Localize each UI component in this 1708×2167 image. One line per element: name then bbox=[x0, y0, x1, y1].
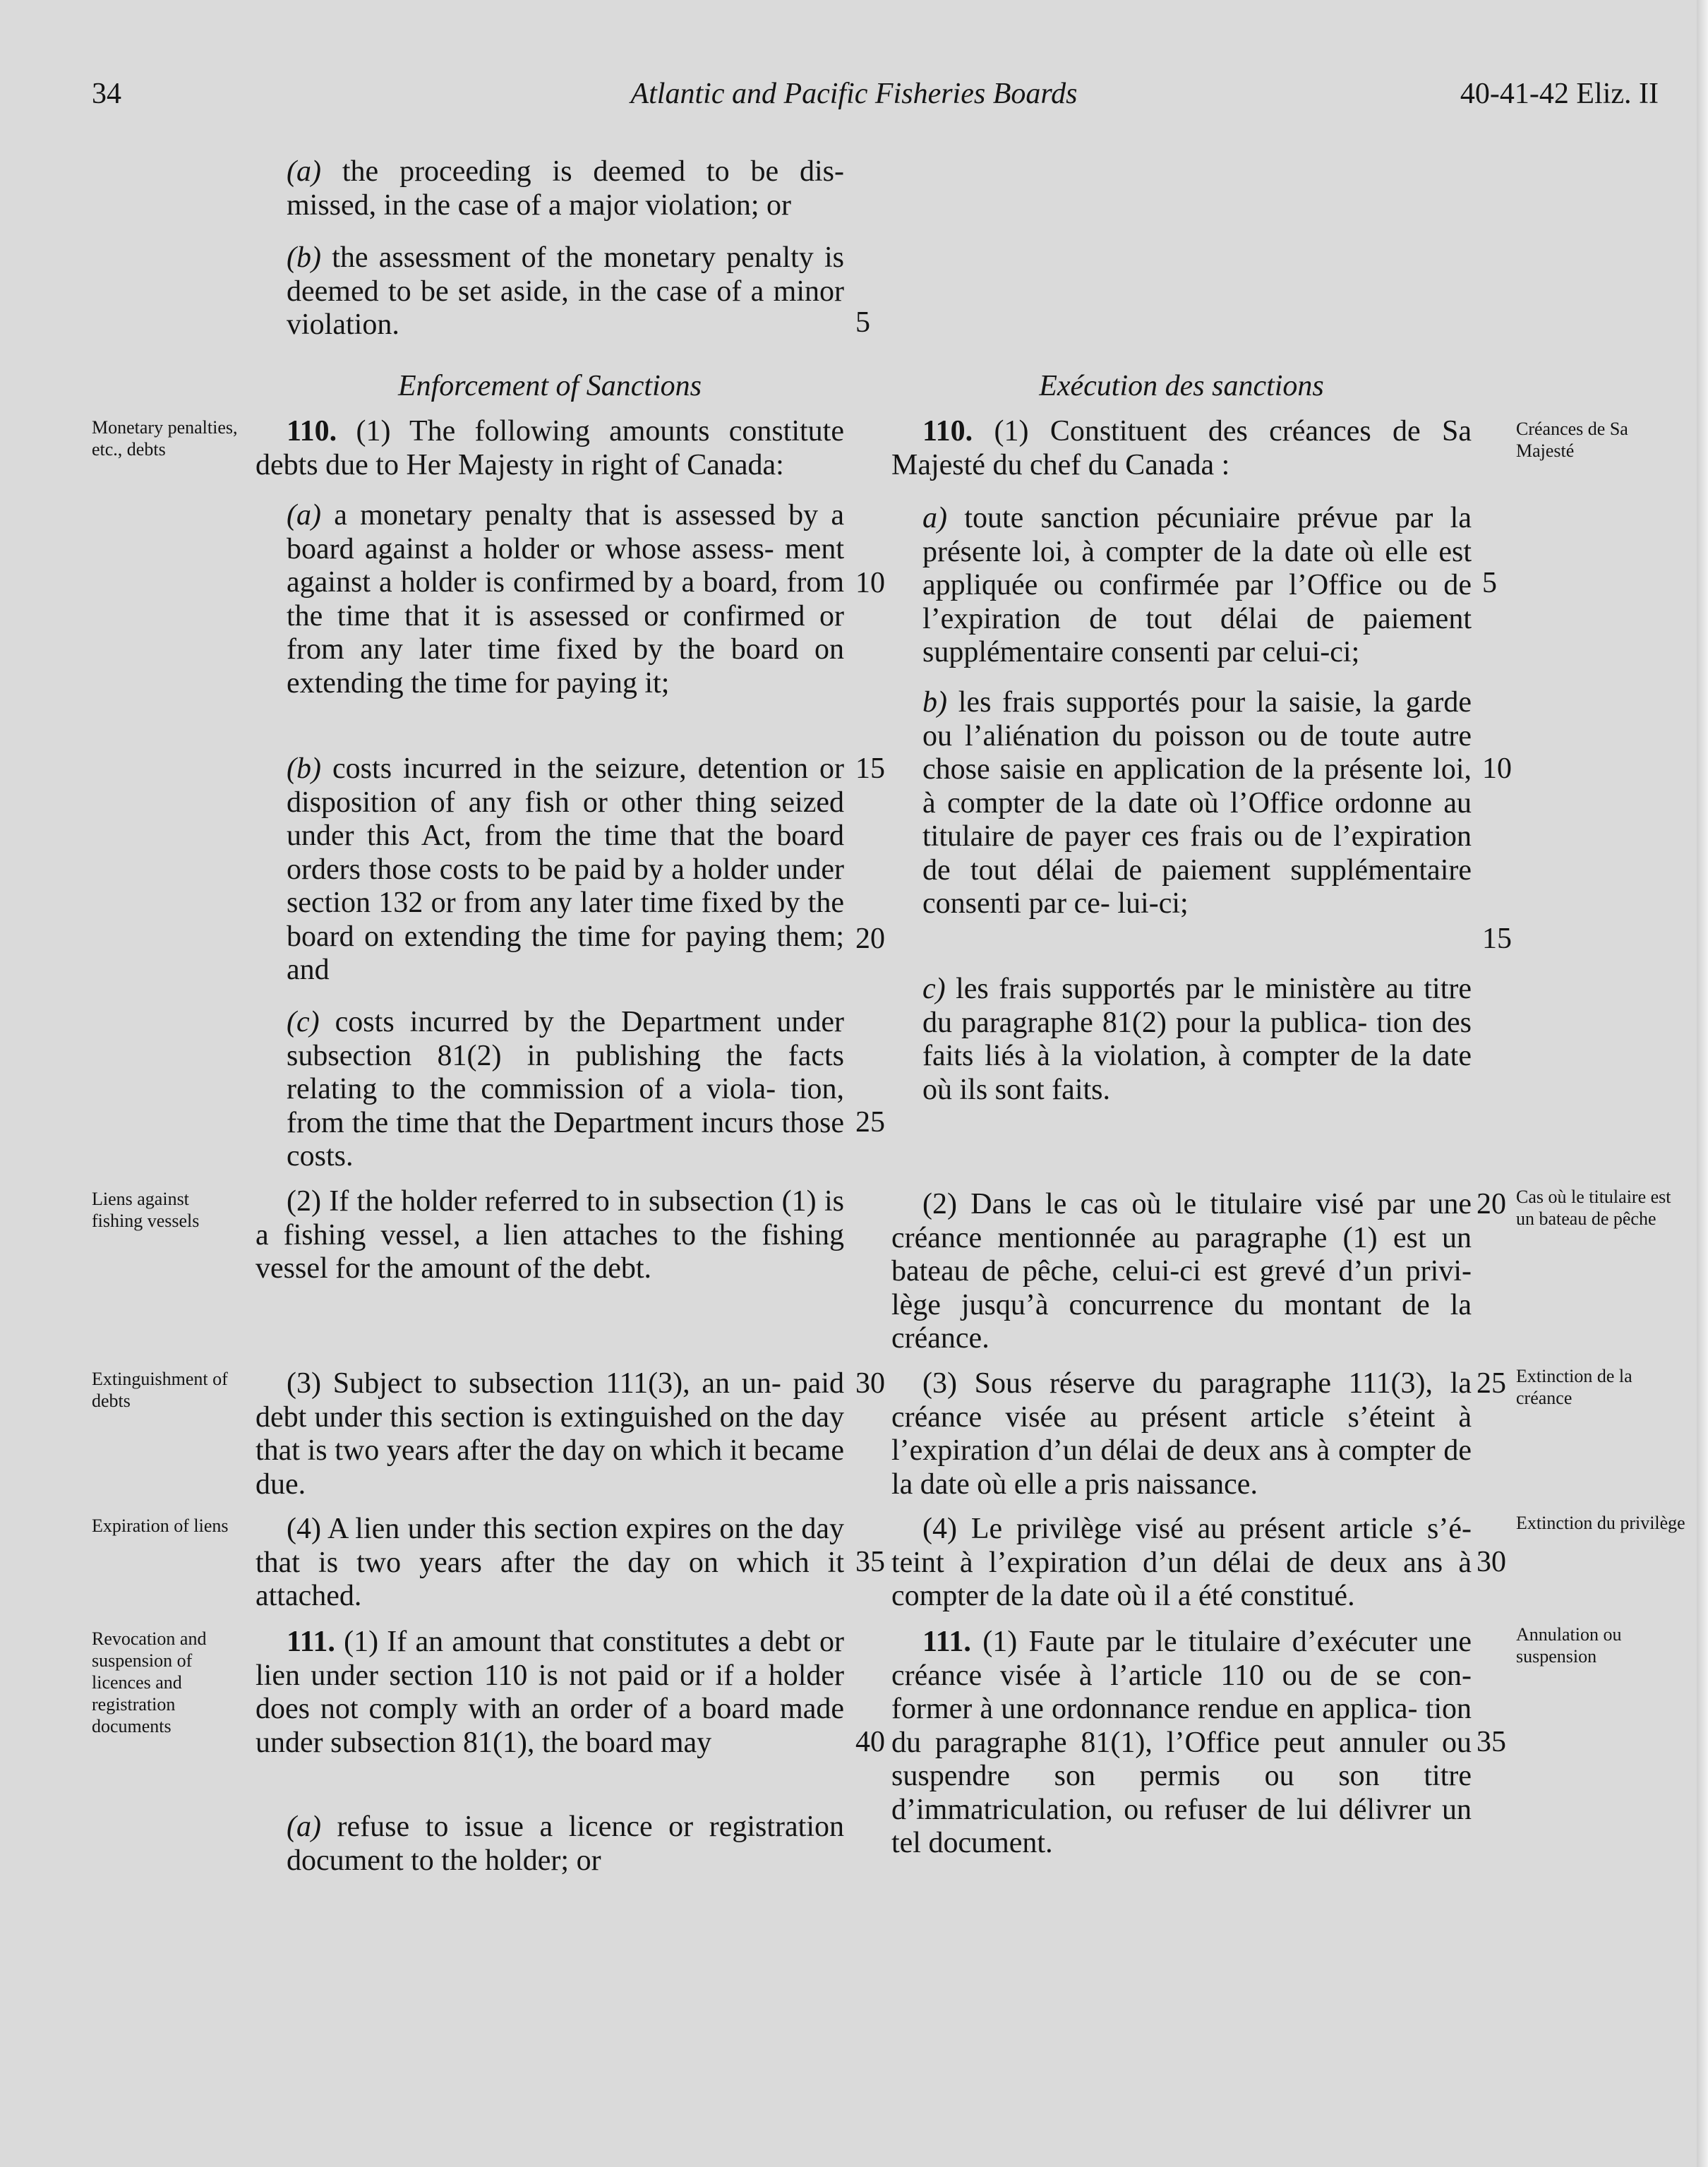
french-heading-block bbox=[891, 370, 1472, 404]
en-s111-block bbox=[255, 1626, 844, 1760]
fr-s110-4: (4) Le privilège visé au présent article s’é- teint à l’expiration d’un délai de deux ans à compter de la date où il a été constitué. bbox=[891, 1513, 1472, 1612]
fr-line-number: 30 bbox=[1477, 1546, 1506, 1578]
fr-s110-b-block bbox=[891, 686, 1472, 921]
en-s110-block bbox=[255, 415, 844, 482]
margin-note-extinction-creance: Extinction de la créance bbox=[1516, 1366, 1632, 1408]
fr-line-number: 20 bbox=[1477, 1188, 1506, 1220]
margin-note-annulation: Annulation ou suspension bbox=[1516, 1624, 1622, 1667]
en-s110-3: (3) Subject to subsection 111(3), an un- paid debt under this section is extinguished on the day that is two years after the day on which it became due. bbox=[255, 1367, 844, 1501]
english-heading-block bbox=[255, 370, 844, 404]
en-s110-1: 110. (1) The following amounts constitute debts due to Her Majesty in right of Canada: bbox=[255, 415, 844, 481]
margin-note-liens: Liens against fishing vessels bbox=[92, 1189, 200, 1231]
en-s110-b-block bbox=[255, 752, 844, 988]
fr-s110-b: b) les frais supportés pour la saisie, la garde ou l’aliénation du poisson ou de toute autre chose saisie en application de la présente loi, à compter de la date où l’Office ordonne au titulaire de payer ces frais ou de l’expiration de tout délai de paiement supplémentaire consenti par ce- lui-ci; bbox=[922, 686, 1472, 920]
fr-s110-c: c) les frais supportés par le ministère au titre du paragraphe 81(2) pour la publica- tion des faits liés à la violation, à compter de la date où ils sont faits. bbox=[922, 973, 1472, 1106]
en-s110-2-block bbox=[255, 1185, 844, 1286]
margin-note-cas: Cas où le titulaire est un bateau de pêche bbox=[1516, 1187, 1671, 1229]
en-line-number: 40 bbox=[855, 1726, 885, 1758]
en-s110-2: (2) If the holder referred to in subsection (1) is a fishing vessel, a lien attaches to the fishing vessel for the amount of the debt. bbox=[255, 1185, 844, 1285]
fr-line-number: 10 bbox=[1482, 752, 1512, 785]
en-s110-c-block bbox=[255, 1006, 844, 1174]
english-column-b bbox=[255, 241, 844, 342]
fr-s110-a: a) toute sanction pécuniaire prévue par la présente loi, à compter de la date où elle est appliquée ou confirmée par l’Office ou de l’expiration de tout délai de paiement supplémentaire consenti par celui-ci; bbox=[922, 502, 1472, 668]
english-column-top bbox=[255, 155, 844, 222]
session-reference: 40-41-42 Eliz. II bbox=[1460, 78, 1659, 110]
en-s110-4: (4) A lien under this section expires on the day that is two years after the day on which it attached. bbox=[255, 1513, 844, 1612]
fr-s111-block bbox=[891, 1626, 1472, 1861]
fr-section-heading: Exécution des sanctions bbox=[1039, 370, 1324, 402]
fr-s110-1: 110. (1) Constituent des créances de Sa Majesté du chef du Canada : bbox=[891, 415, 1472, 481]
fr-s110-3-block bbox=[891, 1367, 1472, 1501]
en-paragraph-b: (b) the assessment of the monetary penalty is deemed to be set aside, in the case of a minor violation. bbox=[287, 241, 844, 341]
fr-s110-block bbox=[891, 415, 1472, 482]
fr-line-number: 35 bbox=[1477, 1726, 1506, 1758]
en-line-number: 15 bbox=[855, 752, 885, 785]
margin-note-revocation: Revocation and suspension of licences and registration documents bbox=[92, 1628, 207, 1736]
en-s111-1: 111. (1) If an amount that constitutes a debt or lien under section 110 is not paid or if a holder does not comply with an order of a board made under subsection 81(1), the board may bbox=[255, 1626, 844, 1759]
fr-line-number: 15 bbox=[1482, 923, 1512, 955]
en-line-number: 10 bbox=[855, 567, 885, 599]
en-s110-3-block bbox=[255, 1367, 844, 1501]
en-line-number: 5 bbox=[855, 306, 870, 339]
margin-note-monetary-penalties: Monetary penalties, etc., debts bbox=[92, 417, 238, 460]
en-line-number: 35 bbox=[855, 1546, 885, 1578]
en-s111-a: (a) refuse to issue a licence or registration document to the holder; or bbox=[287, 1811, 844, 1877]
en-line-number: 25 bbox=[855, 1106, 885, 1139]
margin-note-expiration: Expiration of liens bbox=[92, 1515, 229, 1536]
en-section-heading: Enforcement of Sanctions bbox=[397, 370, 702, 402]
en-line-number: 30 bbox=[855, 1367, 885, 1400]
fr-s110-c-block bbox=[891, 973, 1472, 1107]
fr-s110-2: (2) Dans le cas où le titulaire visé par une créance mentionnée au paragraphe (1) est un bateau de pêche, celui-ci est grevé d’un privi- lège jusqu’à concurrence du montant de la créance. bbox=[891, 1188, 1472, 1355]
en-s111-a-block bbox=[255, 1811, 844, 1878]
en-s110-a: (a) a monetary penalty that is assessed by a board against a holder or whose assess- ment against a holder is confirmed by a board, from the time that it is assessed or confirmed or from any later time fixed by the board on extending the time for paying it; bbox=[287, 499, 844, 700]
fr-s110-2-block bbox=[891, 1188, 1472, 1356]
fr-line-number: 25 bbox=[1477, 1367, 1506, 1400]
en-s110-c: (c) costs incurred by the Department under subsection 81(2) in publishing the facts relating to the commission of a viola- tion, from the time that the Department incurs those costs. bbox=[287, 1006, 844, 1172]
margin-note-creances: Créances de Sa Majesté bbox=[1516, 419, 1628, 461]
fr-s110-4-block bbox=[891, 1513, 1472, 1614]
fr-s111-1: 111. (1) Faute par le titulaire d’exécuter une créance visée à l’article 110 ou de se con- former à une ordonnance rendue en applica- tion du paragraphe 81(1), l’Office peut annuler ou suspendre son permis ou son titre d’immatriculation, ou refuser de lui délivrer un tel document. bbox=[891, 1626, 1472, 1859]
en-line-number: 20 bbox=[855, 923, 885, 955]
en-s110-4-block bbox=[255, 1513, 844, 1614]
en-s110-a-block bbox=[255, 499, 844, 700]
fr-s110-a-block bbox=[891, 502, 1472, 670]
en-s110-b: (b) costs incurred in the seizure, detention or disposition of any fish or other thing seized under this Act, from the time that the board orders those costs to be paid by a holder under section 132 or from any later time fixed by the board on extending the time for paying them; and bbox=[287, 752, 844, 986]
margin-note-extinguishment: Extinguishment of debts bbox=[92, 1369, 228, 1411]
fr-line-number: 5 bbox=[1482, 567, 1497, 599]
fr-s110-3: (3) Sous réserve du paragraphe 111(3), la créance visée au présent article s’éteint à l’expiration d’un délai de deux ans à compter de la date où elle a pris naissance. bbox=[891, 1367, 1472, 1501]
page-number: 34 bbox=[92, 78, 121, 110]
page-edge bbox=[1697, 0, 1708, 2167]
running-title: Atlantic and Pacific Fisheries Boards bbox=[630, 78, 1078, 110]
en-paragraph-a: (a) the proceeding is deemed to be dis- missed, in the case of a major violation; or bbox=[287, 155, 844, 222]
margin-note-extinction-privilege: Extinction du privilège bbox=[1516, 1513, 1685, 1533]
